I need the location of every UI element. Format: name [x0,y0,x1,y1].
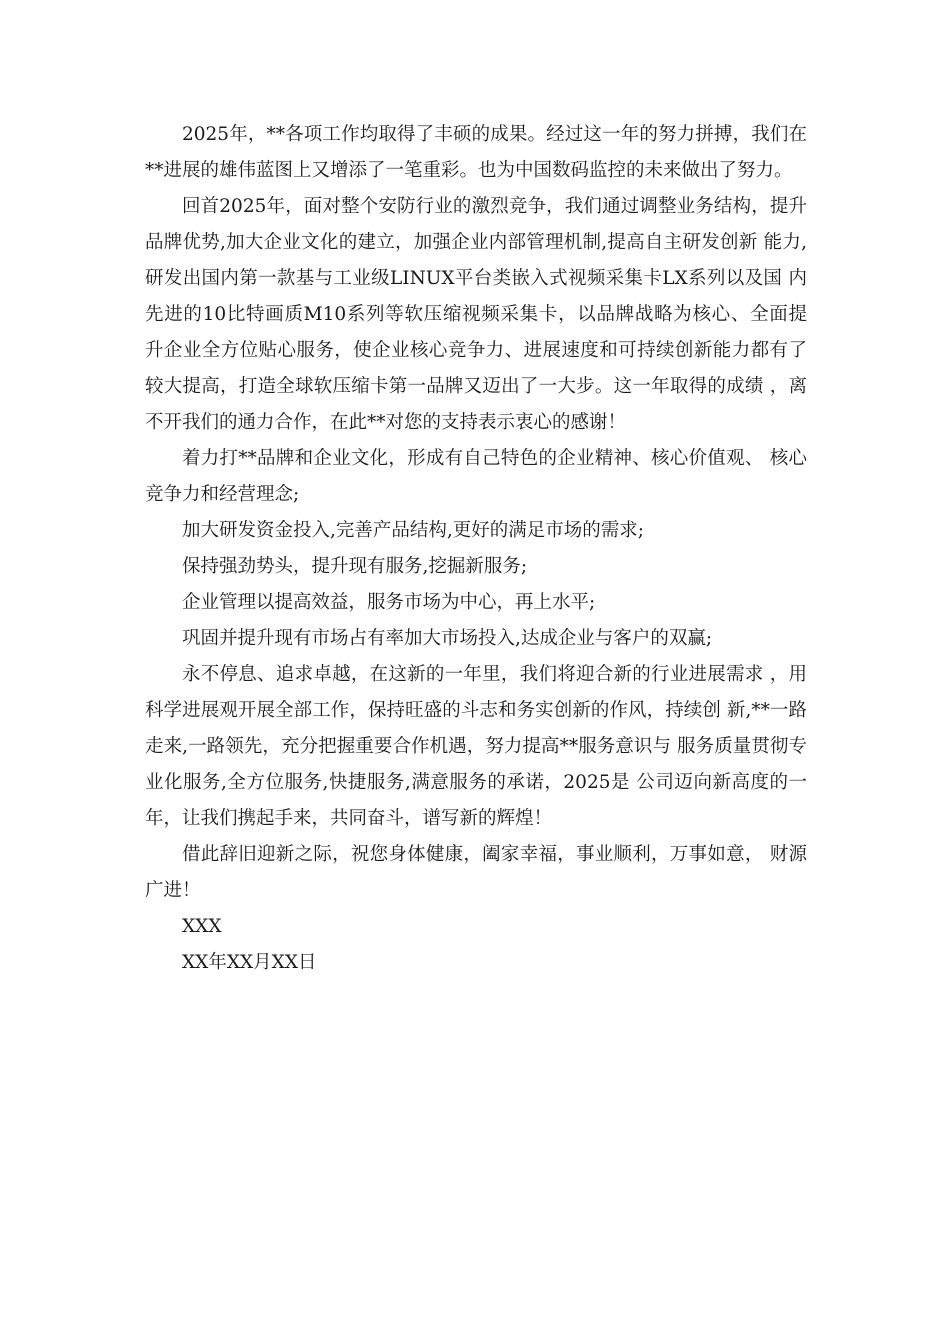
paragraph-service: 保持强劲势头，提升现有服务,挖掘新服务; [182,556,528,577]
paragraph-outlook: 永不停息、追求卓越，在这新的一年里，我们将迎合新的行业进展需求 ，用科学进展观开展全部工作，保持旺盛的斗志和务实创新的作风，持续创 新,**一路走来,一路领先，充分把握重要合作机遇，努力提高**服务意识与 服务质量贯彻专业化服务,全方位服务,快捷服务,满意服务的承诺，2025是 公司迈向新高度的一年，让我们携起手来，共同奋斗，谱写新的辉煌！ [145,664,807,829]
signature: XXX [182,916,222,937]
document-body [145,117,807,981]
paragraph-market: 巩固并提升现有市场占有率加大市场投入,达成企业与客户的双赢; [182,628,713,649]
paragraph-rd-investment: 加大研发资金投入,完善产品结构,更好的满足市场的需求; [182,520,644,541]
date-line: XX年XX月XX日 [182,952,317,973]
paragraph-brand-culture: 着力打**品牌和企业文化，形成有自己特色的企业精神、核心价值观、 核心竞争力和经营理念; [145,448,807,505]
paragraph-management: 企业管理以提高效益，服务市场为中心，再上水平; [182,592,596,613]
paragraph-intro: 2025年，**各项工作均取得了丰硕的成果。经过这一年的努力拼搏，我们在**进展的雄伟蓝图上又增添了一笔重彩。也为中国数码监控的未来做出了努力。 [145,124,807,181]
paragraph-wishes: 借此辞旧迎新之际，祝您身体健康，阖家幸福，事业顺利，万事如意， 财源广进！ [145,844,807,901]
paragraph-review: 回首2025年，面对整个安防行业的激烈竞争，我们通过调整业务结构，提升品牌优势,加大企业文化的建立，加强企业内部管理机制,提高自主研发创新 能力,研发出国内第一款基与工业级LINUX平台类嵌入式视频采集卡LX系列以及国 内先进的10比特画质M10系列等软压缩视频采集卡，以品牌战略为核心、全面提 升企业全方位贴心服务，使企业核心竞争力、进展速度和可持续创新能力都有了 较大提高，打造全球软压缩卡第一品牌又迈出了一大步。这一年取得的成绩 ，离不开我们的通力合作，在此**对您的支持表示衷心的感谢！ [145,196,807,433]
